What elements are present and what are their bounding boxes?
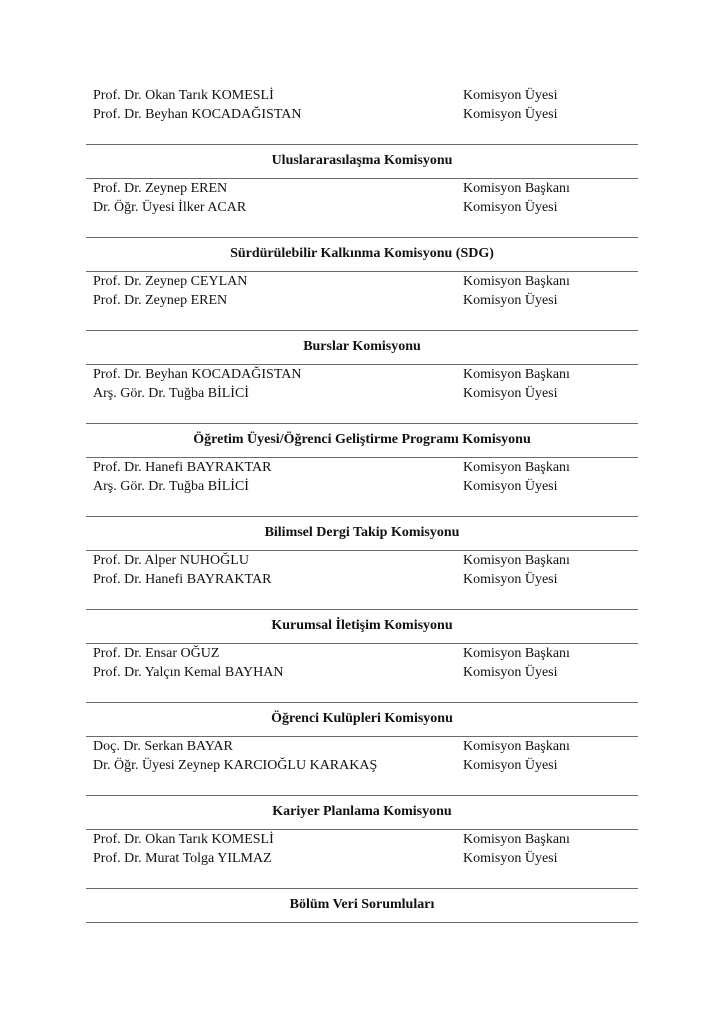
member-role: Komisyon Üyesi: [463, 665, 558, 680]
member-row: [93, 273, 638, 291]
section-title: Uluslararasılaşma Komisyonu: [271, 153, 453, 168]
section-divider: [86, 516, 638, 517]
section-title: Kariyer Planlama Komisyonu: [272, 804, 452, 819]
member-role: Komisyon Üyesi: [463, 107, 558, 122]
member-row: [93, 106, 638, 124]
section-title: Bilimsel Dergi Takip Komisyonu: [264, 525, 460, 540]
section-divider: [86, 922, 638, 923]
member-role: Komisyon Üyesi: [463, 293, 558, 308]
member-row: [93, 850, 638, 868]
section-divider: [86, 271, 638, 272]
member-row: [93, 738, 638, 756]
section-divider: [86, 736, 638, 737]
member-role: Komisyon Başkanı: [463, 181, 570, 196]
section-divider: [86, 643, 638, 644]
member-row: [93, 180, 638, 198]
member-name: Doç. Dr. Serkan BAYAR: [93, 739, 233, 754]
member-name: Prof. Dr. Alper NUHOĞLU: [93, 553, 249, 568]
member-row: [93, 571, 638, 589]
member-role: Komisyon Üyesi: [463, 851, 558, 866]
member-role: Komisyon Başkanı: [463, 553, 570, 568]
member-role: Komisyon Başkanı: [463, 460, 570, 475]
member-name: Prof. Dr. Okan Tarık KOMESLİ: [93, 88, 274, 103]
section-title: Burslar Komisyonu: [303, 339, 421, 354]
member-row: [93, 385, 638, 403]
member-row: [93, 459, 638, 477]
section-divider: [86, 364, 638, 365]
member-role: Komisyon Üyesi: [463, 479, 558, 494]
member-role: Komisyon Üyesi: [463, 88, 558, 103]
section-divider: [86, 423, 638, 424]
member-row: [93, 292, 638, 310]
section-title: Sürdürülebilir Kalkınma Komisyonu (SDG): [230, 246, 494, 261]
section-divider: [86, 330, 638, 331]
section-divider: [86, 795, 638, 796]
section-title: Öğrenci Kulüpleri Komisyonu: [271, 711, 453, 726]
member-row: [93, 757, 638, 775]
member-role: Komisyon Başkanı: [463, 739, 570, 754]
member-name: Prof. Dr. Zeynep EREN: [93, 293, 228, 308]
member-name: Dr. Öğr. Üyesi İlker ACAR: [93, 200, 247, 215]
member-row: [93, 199, 638, 217]
member-name: Arş. Gör. Dr. Tuğba BİLİCİ: [93, 479, 249, 494]
member-name: Prof. Dr. Beyhan KOCADAĞISTAN: [93, 367, 302, 382]
member-row: [93, 645, 638, 663]
member-row: [93, 831, 638, 849]
section-divider: [86, 829, 638, 830]
member-role: Komisyon Başkanı: [463, 274, 570, 289]
section-divider: [86, 457, 638, 458]
member-name: Arş. Gör. Dr. Tuğba BİLİCİ: [93, 386, 249, 401]
section-title: Kurumsal İletişim Komisyonu: [271, 618, 453, 633]
section-divider: [86, 144, 638, 145]
member-role: Komisyon Üyesi: [463, 758, 558, 773]
section-divider: [86, 550, 638, 551]
member-row: [93, 478, 638, 496]
section-title: Öğretim Üyesi/Öğrenci Geliştirme Programı Komisyonu: [193, 432, 531, 447]
member-name: Prof. Dr. Ensar OĞUZ: [93, 646, 220, 661]
section-divider: [86, 702, 638, 703]
member-name: Prof. Dr. Zeynep EREN: [93, 181, 228, 196]
member-role: Komisyon Başkanı: [463, 367, 570, 382]
member-row: [93, 664, 638, 682]
member-row: [93, 87, 638, 105]
section-divider: [86, 609, 638, 610]
member-name: Prof. Dr. Okan Tarık KOMESLİ: [93, 832, 274, 847]
member-name: Prof. Dr. Hanefi BAYRAKTAR: [93, 460, 272, 475]
section-divider: [86, 178, 638, 179]
member-row: [93, 366, 638, 384]
section-title: Bölüm Veri Sorumluları: [289, 897, 435, 912]
member-role: Komisyon Üyesi: [463, 572, 558, 587]
member-name: Prof. Dr. Hanefi BAYRAKTAR: [93, 572, 272, 587]
member-role: Komisyon Üyesi: [463, 386, 558, 401]
member-name: Prof. Dr. Zeynep CEYLAN: [93, 274, 248, 289]
section-divider: [86, 237, 638, 238]
member-role: Komisyon Başkanı: [463, 832, 570, 847]
member-role: Komisyon Başkanı: [463, 646, 570, 661]
member-row: [93, 552, 638, 570]
member-name: Prof. Dr. Murat Tolga YILMAZ: [93, 851, 272, 866]
member-role: Komisyon Üyesi: [463, 200, 558, 215]
member-name: Prof. Dr. Beyhan KOCADAĞISTAN: [93, 107, 302, 122]
member-name: Dr. Öğr. Üyesi Zeynep KARCIOĞLU KARAKAŞ: [93, 758, 378, 773]
section-divider: [86, 888, 638, 889]
member-name: Prof. Dr. Yalçın Kemal BAYHAN: [93, 665, 284, 680]
